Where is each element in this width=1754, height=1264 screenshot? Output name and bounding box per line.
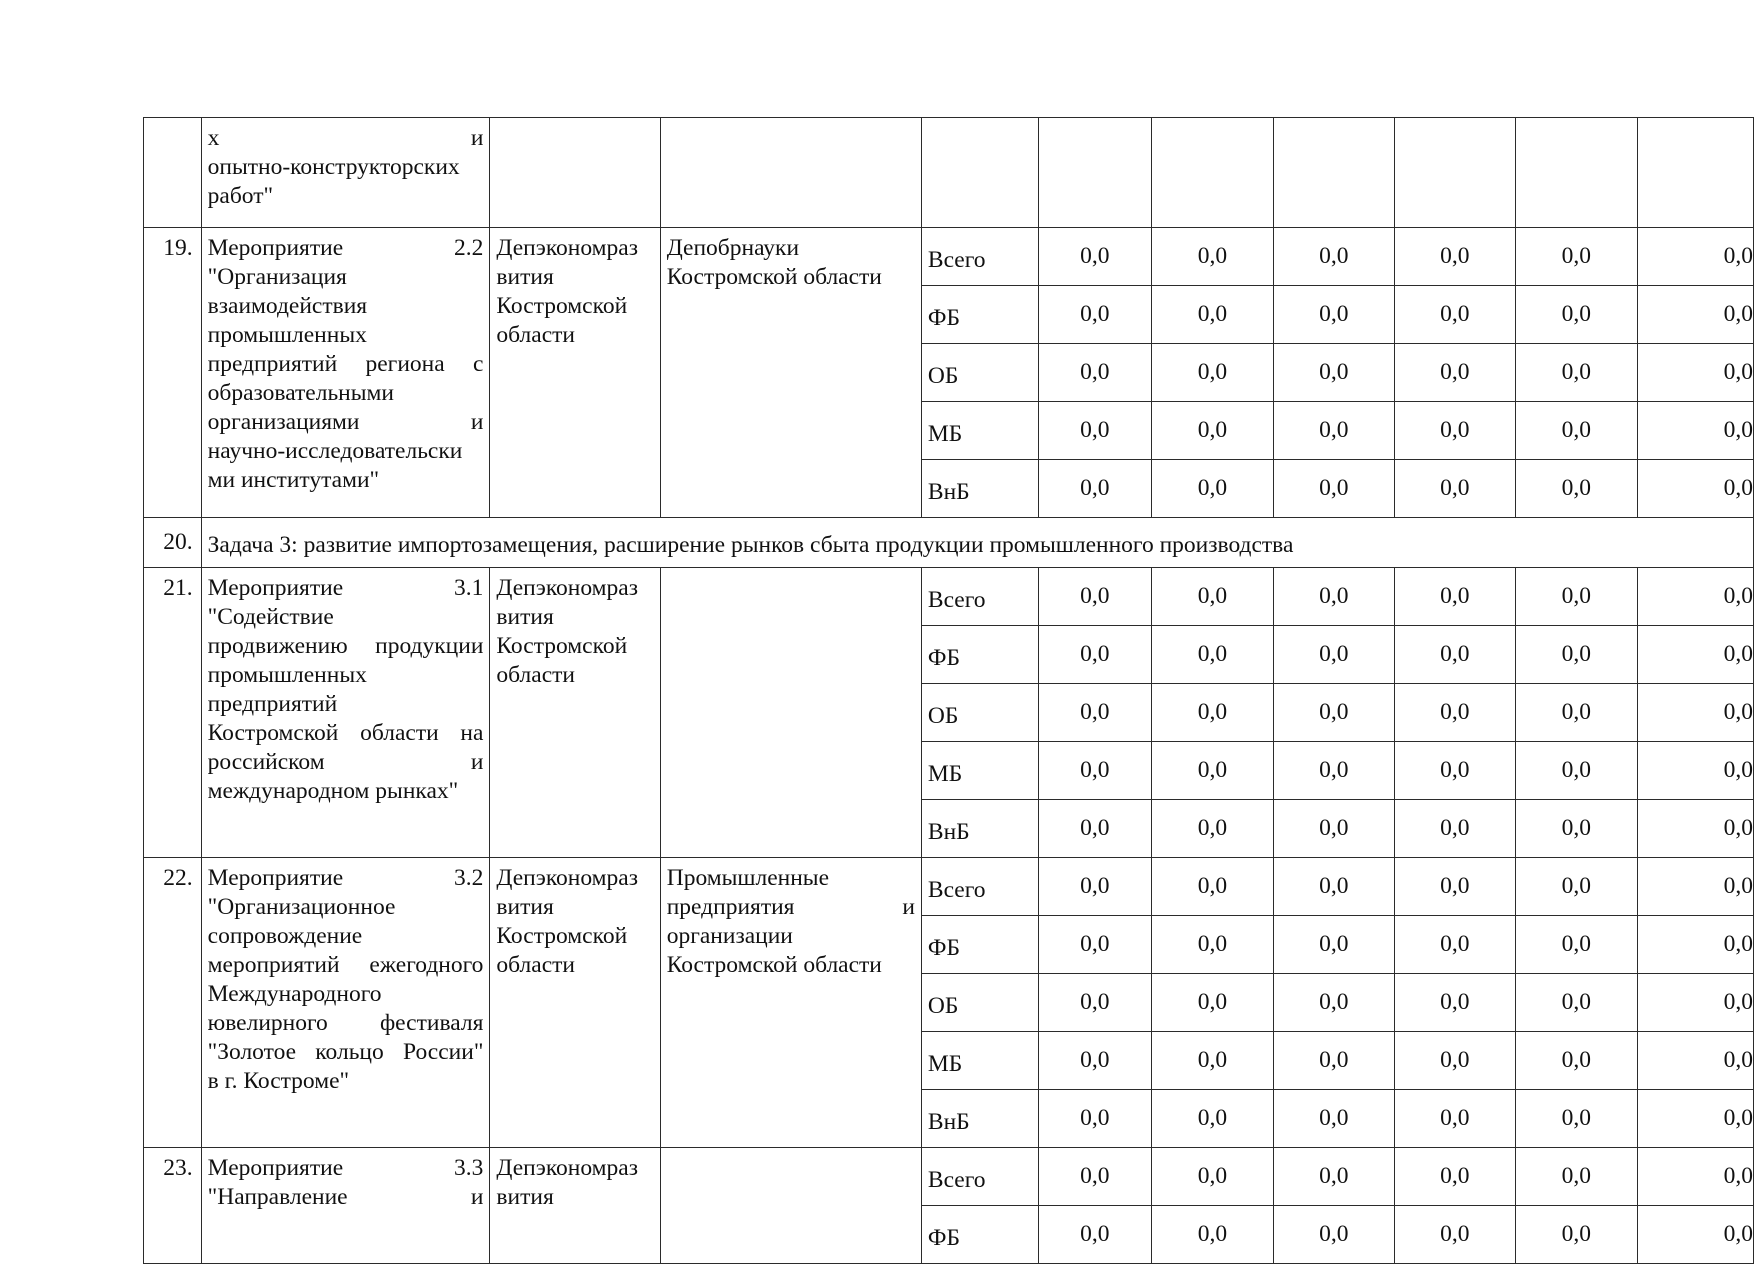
funding-value: 0,0 bbox=[1273, 568, 1394, 626]
funding-value: 0,0 bbox=[1151, 568, 1273, 626]
funding-value: 0,0 bbox=[1038, 858, 1151, 916]
text-line: Костромской bbox=[496, 633, 628, 659]
row-number: 22. bbox=[144, 858, 202, 1148]
funding-value: 0,0 bbox=[1637, 460, 1753, 518]
funding-value: 0,0 bbox=[1273, 1032, 1394, 1090]
text-word: предприятия bbox=[666, 894, 795, 920]
funding-value: 0,0 bbox=[1151, 916, 1273, 974]
funding-value: 0,0 bbox=[1151, 858, 1273, 916]
text-word: России" bbox=[402, 1039, 484, 1065]
funding-value: 0,0 bbox=[1394, 800, 1515, 858]
funding-value: 0,0 bbox=[1038, 568, 1151, 626]
text-line bbox=[208, 124, 484, 153]
funding-value: 0,0 bbox=[1515, 684, 1637, 742]
executor-cell bbox=[490, 858, 660, 1148]
funding-value: 0,0 bbox=[1273, 402, 1394, 460]
text-line bbox=[208, 922, 484, 951]
text-word: 3.2 bbox=[454, 865, 484, 891]
funding-source-label: Всего bbox=[921, 568, 1038, 626]
funding-value: 0,0 bbox=[1273, 742, 1394, 800]
funding-value: 0,0 bbox=[1515, 228, 1637, 286]
funding-source-label: ВнБ bbox=[921, 1090, 1038, 1148]
funding-value: 0,0 bbox=[1151, 626, 1273, 684]
text-word: ювелирного bbox=[207, 1010, 328, 1036]
funding-source-label: ВнБ bbox=[921, 460, 1038, 518]
description-cell bbox=[201, 118, 490, 228]
text-line bbox=[208, 437, 484, 466]
text-line bbox=[208, 153, 484, 182]
funding-value: 0,0 bbox=[1394, 684, 1515, 742]
funding-value: 0,0 bbox=[1151, 460, 1273, 518]
text-word: предприятий bbox=[207, 351, 338, 377]
funding-value: 0,0 bbox=[1273, 684, 1394, 742]
text-word: и bbox=[470, 1184, 484, 1210]
text-word: "Золотое bbox=[207, 1039, 297, 1065]
text-line bbox=[208, 1009, 484, 1038]
text-word: Костромской области bbox=[666, 264, 882, 290]
row-number: 20. bbox=[144, 518, 202, 568]
funding-value: 0,0 bbox=[1151, 1032, 1273, 1090]
text-line bbox=[208, 574, 484, 603]
funding-value: 0,0 bbox=[1394, 1148, 1515, 1206]
text-word: "Содействие bbox=[207, 604, 334, 630]
text-line bbox=[667, 893, 915, 922]
funding-source-label: Всего bbox=[921, 858, 1038, 916]
text-word: организациями bbox=[207, 409, 360, 435]
text-word: 2.2 bbox=[454, 235, 484, 261]
funding-value: 0,0 bbox=[1273, 800, 1394, 858]
funding-source-label: ОБ bbox=[921, 684, 1038, 742]
funding-source-label: МБ bbox=[921, 742, 1038, 800]
executor-cell bbox=[490, 1148, 660, 1264]
text-line bbox=[208, 777, 484, 806]
funding-source-label: ФБ bbox=[921, 286, 1038, 344]
continuation-row bbox=[144, 118, 1754, 228]
text-word: ежегодного bbox=[369, 952, 484, 978]
text-line bbox=[208, 748, 484, 777]
text-line bbox=[208, 980, 484, 1009]
funding-value: 0,0 bbox=[1038, 228, 1151, 286]
executor-cell bbox=[490, 568, 660, 858]
funding-value: 0,0 bbox=[1515, 1148, 1637, 1206]
funding-source-label: Всего bbox=[921, 1148, 1038, 1206]
funding-value: 0,0 bbox=[1515, 800, 1637, 858]
text-word: Мероприятие bbox=[207, 235, 344, 261]
funding-value: 0,0 bbox=[1637, 402, 1753, 460]
text-line: Костромской bbox=[496, 293, 628, 319]
funding-source-label: ОБ bbox=[921, 974, 1038, 1032]
funding-value: 0,0 bbox=[1273, 916, 1394, 974]
funding-value: 0,0 bbox=[1151, 1090, 1273, 1148]
empty-cell bbox=[1637, 118, 1753, 228]
activity-description bbox=[201, 1148, 490, 1264]
funding-value: 0,0 bbox=[1151, 402, 1273, 460]
funding-source-label: МБ bbox=[921, 1032, 1038, 1090]
budget-table bbox=[143, 117, 1754, 1264]
text-line: Депэкономраз bbox=[496, 865, 639, 891]
funding-value: 0,0 bbox=[1038, 626, 1151, 684]
funding-value: 0,0 bbox=[1394, 916, 1515, 974]
empty-cell bbox=[660, 118, 921, 228]
participant-cell bbox=[660, 1148, 921, 1264]
text-word: 3.1 bbox=[454, 575, 484, 601]
funding-value: 0,0 bbox=[1038, 1206, 1151, 1264]
text-word: и bbox=[470, 749, 484, 775]
funding-source-label: ФБ bbox=[921, 626, 1038, 684]
funding-value: 0,0 bbox=[1273, 974, 1394, 1032]
text-line bbox=[208, 350, 484, 379]
funding-value: 0,0 bbox=[1637, 742, 1753, 800]
funding-value: 0,0 bbox=[1515, 626, 1637, 684]
funding-value: 0,0 bbox=[1394, 568, 1515, 626]
text-word: и bbox=[470, 409, 484, 435]
funding-value: 0,0 bbox=[1515, 858, 1637, 916]
row-number: 23. bbox=[144, 1148, 202, 1264]
text-line: области bbox=[496, 662, 575, 688]
funding-value: 0,0 bbox=[1394, 742, 1515, 800]
text-word: Промышленные bbox=[666, 865, 830, 891]
funding-value: 0,0 bbox=[1637, 858, 1753, 916]
funding-source-label: ОБ bbox=[921, 344, 1038, 402]
funding-value: 0,0 bbox=[1151, 800, 1273, 858]
text-word: российском bbox=[207, 749, 325, 775]
text-line bbox=[208, 1038, 484, 1067]
funding-value: 0,0 bbox=[1515, 568, 1637, 626]
text-word: Мероприятие bbox=[207, 865, 344, 891]
funding-source-label: ФБ bbox=[921, 1206, 1038, 1264]
text-line bbox=[208, 1067, 484, 1096]
text-word: промышленных bbox=[207, 322, 367, 348]
funding-value: 0,0 bbox=[1515, 402, 1637, 460]
text-line bbox=[208, 893, 484, 922]
text-line bbox=[667, 234, 915, 263]
activity-description bbox=[201, 858, 490, 1148]
funding-value: 0,0 bbox=[1637, 974, 1753, 1032]
text-line bbox=[208, 632, 484, 661]
text-word: работ" bbox=[207, 183, 274, 209]
funding-value: 0,0 bbox=[1273, 1206, 1394, 1264]
text-word: мероприятий bbox=[207, 952, 340, 978]
text-line: Костромской bbox=[496, 923, 628, 949]
executor-cell bbox=[490, 228, 660, 518]
activity-row bbox=[144, 568, 1754, 626]
text-line bbox=[208, 951, 484, 980]
empty-cell bbox=[490, 118, 660, 228]
funding-value: 0,0 bbox=[1394, 228, 1515, 286]
text-line bbox=[208, 719, 484, 748]
text-line bbox=[667, 263, 915, 292]
funding-value: 0,0 bbox=[1038, 344, 1151, 402]
text-line: области bbox=[496, 952, 575, 978]
funding-value: 0,0 bbox=[1637, 626, 1753, 684]
text-line bbox=[208, 1154, 484, 1183]
text-word: продукции bbox=[375, 633, 484, 659]
funding-value: 0,0 bbox=[1038, 286, 1151, 344]
text-line: вития bbox=[496, 264, 554, 290]
funding-value: 0,0 bbox=[1394, 1090, 1515, 1148]
funding-value: 0,0 bbox=[1038, 742, 1151, 800]
participant-cell bbox=[660, 858, 921, 1148]
funding-value: 0,0 bbox=[1637, 568, 1753, 626]
funding-value: 0,0 bbox=[1515, 974, 1637, 1032]
empty-cell bbox=[1151, 118, 1273, 228]
text-line bbox=[208, 408, 484, 437]
funding-value: 0,0 bbox=[1637, 286, 1753, 344]
text-word: кольцо bbox=[315, 1039, 384, 1065]
text-word: организации bbox=[666, 923, 793, 949]
text-word: и bbox=[902, 894, 915, 920]
text-word: региона bbox=[365, 351, 445, 377]
text-word: Мероприятие bbox=[207, 575, 344, 601]
funding-value: 0,0 bbox=[1151, 228, 1273, 286]
text-line: Депэкономраз bbox=[496, 575, 639, 601]
funding-source-label: ФБ bbox=[921, 916, 1038, 974]
funding-value: 0,0 bbox=[1273, 858, 1394, 916]
text-line: вития bbox=[496, 894, 554, 920]
funding-value: 0,0 bbox=[1637, 228, 1753, 286]
funding-value: 0,0 bbox=[1038, 684, 1151, 742]
funding-value: 0,0 bbox=[1038, 460, 1151, 518]
funding-source-label: МБ bbox=[921, 402, 1038, 460]
activity-row bbox=[144, 858, 1754, 916]
funding-value: 0,0 bbox=[1515, 1206, 1637, 1264]
text-word: опытно-конструкторских bbox=[207, 154, 460, 180]
activity-description bbox=[201, 228, 490, 518]
empty-cell bbox=[1394, 118, 1515, 228]
number-cell bbox=[144, 118, 202, 228]
empty-cell bbox=[921, 118, 1038, 228]
funding-value: 0,0 bbox=[1394, 626, 1515, 684]
text-line: вития bbox=[496, 604, 554, 630]
row-number: 19. bbox=[144, 228, 202, 518]
text-word: в г. Костроме" bbox=[207, 1068, 350, 1094]
funding-value: 0,0 bbox=[1394, 974, 1515, 1032]
funding-value: 0,0 bbox=[1151, 684, 1273, 742]
funding-value: 0,0 bbox=[1273, 344, 1394, 402]
funding-value: 0,0 bbox=[1038, 402, 1151, 460]
funding-value: 0,0 bbox=[1038, 1148, 1151, 1206]
funding-value: 0,0 bbox=[1038, 916, 1151, 974]
funding-value: 0,0 bbox=[1273, 286, 1394, 344]
funding-value: 0,0 bbox=[1515, 742, 1637, 800]
text-word: фестиваля bbox=[379, 1010, 484, 1036]
task-heading: Задача 3: развитие импортозамещения, расширение рынков сбыта продукции промышленного производства bbox=[201, 518, 1753, 568]
funding-source-label: Всего bbox=[921, 228, 1038, 286]
funding-value: 0,0 bbox=[1394, 460, 1515, 518]
funding-value: 0,0 bbox=[1151, 742, 1273, 800]
funding-value: 0,0 bbox=[1273, 460, 1394, 518]
funding-value: 0,0 bbox=[1515, 916, 1637, 974]
funding-value: 0,0 bbox=[1394, 858, 1515, 916]
text-line bbox=[208, 182, 484, 211]
funding-value: 0,0 bbox=[1273, 626, 1394, 684]
funding-value: 0,0 bbox=[1151, 344, 1273, 402]
text-word: научно-исследовательски bbox=[207, 438, 463, 464]
funding-value: 0,0 bbox=[1038, 974, 1151, 1032]
funding-value: 0,0 bbox=[1637, 684, 1753, 742]
text-line bbox=[208, 603, 484, 632]
activity-description bbox=[201, 568, 490, 858]
funding-value: 0,0 bbox=[1394, 286, 1515, 344]
text-word: Костромской области bbox=[666, 952, 882, 978]
text-word: промышленных bbox=[207, 662, 367, 688]
text-word: Международного bbox=[207, 981, 382, 1007]
row-number: 21. bbox=[144, 568, 202, 858]
text-line bbox=[208, 466, 484, 495]
text-line: вития bbox=[496, 1184, 554, 1210]
text-line bbox=[208, 864, 484, 893]
text-line bbox=[667, 864, 915, 893]
text-line: Депэкономраз bbox=[496, 235, 639, 261]
text-line bbox=[667, 951, 915, 980]
participant-cell bbox=[660, 568, 921, 858]
funding-value: 0,0 bbox=[1637, 344, 1753, 402]
text-word: взаимодействия bbox=[207, 293, 368, 319]
text-word: на bbox=[460, 720, 484, 746]
text-word: Костромской bbox=[207, 720, 339, 746]
text-word: образовательными bbox=[207, 380, 394, 406]
funding-value: 0,0 bbox=[1394, 1206, 1515, 1264]
text-word: ми институтами" bbox=[207, 467, 380, 493]
funding-value: 0,0 bbox=[1637, 800, 1753, 858]
text-word: "Организация bbox=[207, 264, 347, 290]
text-line bbox=[667, 922, 915, 951]
funding-value: 0,0 bbox=[1637, 1148, 1753, 1206]
text-word: "Направление bbox=[207, 1184, 348, 1210]
text-word: Депобрнауки bbox=[666, 235, 800, 261]
text-line bbox=[208, 263, 484, 292]
empty-cell bbox=[1273, 118, 1394, 228]
text-word: сопровождение bbox=[207, 923, 363, 949]
funding-value: 0,0 bbox=[1151, 286, 1273, 344]
text-line bbox=[208, 321, 484, 350]
funding-value: 0,0 bbox=[1151, 974, 1273, 1032]
funding-value: 0,0 bbox=[1394, 402, 1515, 460]
text-line bbox=[208, 661, 484, 690]
activity-row bbox=[144, 228, 1754, 286]
funding-value: 0,0 bbox=[1394, 1032, 1515, 1090]
activity-row bbox=[144, 1148, 1754, 1206]
text-word: х bbox=[207, 125, 220, 151]
funding-value: 0,0 bbox=[1038, 1090, 1151, 1148]
text-word: 3.3 bbox=[454, 1155, 484, 1181]
funding-value: 0,0 bbox=[1273, 1090, 1394, 1148]
text-line bbox=[208, 690, 484, 719]
text-word: Мероприятие bbox=[207, 1155, 344, 1181]
funding-source-label: ВнБ bbox=[921, 800, 1038, 858]
text-line bbox=[208, 1183, 484, 1212]
text-line bbox=[208, 379, 484, 408]
funding-value: 0,0 bbox=[1515, 1090, 1637, 1148]
text-word: и bbox=[470, 125, 484, 151]
funding-value: 0,0 bbox=[1637, 1206, 1753, 1264]
funding-value: 0,0 bbox=[1151, 1206, 1273, 1264]
task-row bbox=[144, 518, 1754, 568]
text-line bbox=[208, 234, 484, 263]
funding-value: 0,0 bbox=[1273, 228, 1394, 286]
text-line: Депэкономраз bbox=[496, 1155, 639, 1181]
funding-value: 0,0 bbox=[1038, 800, 1151, 858]
funding-value: 0,0 bbox=[1637, 916, 1753, 974]
empty-cell bbox=[1515, 118, 1637, 228]
funding-value: 0,0 bbox=[1038, 1032, 1151, 1090]
funding-value: 0,0 bbox=[1637, 1090, 1753, 1148]
text-line bbox=[208, 292, 484, 321]
text-word: продвижению bbox=[207, 633, 348, 659]
text-word: с bbox=[472, 351, 484, 377]
funding-value: 0,0 bbox=[1273, 1148, 1394, 1206]
text-word: "Организационное bbox=[207, 894, 396, 920]
funding-value: 0,0 bbox=[1151, 1148, 1273, 1206]
funding-value: 0,0 bbox=[1515, 1032, 1637, 1090]
funding-value: 0,0 bbox=[1515, 286, 1637, 344]
funding-value: 0,0 bbox=[1637, 1032, 1753, 1090]
participant-cell bbox=[660, 228, 921, 518]
text-line: области bbox=[496, 322, 575, 348]
text-word: области bbox=[360, 720, 439, 746]
text-word: предприятий bbox=[207, 691, 338, 717]
funding-value: 0,0 bbox=[1515, 460, 1637, 518]
funding-value: 0,0 bbox=[1394, 344, 1515, 402]
empty-cell bbox=[1038, 118, 1151, 228]
funding-value: 0,0 bbox=[1515, 344, 1637, 402]
text-word: международном рынках" bbox=[207, 778, 459, 804]
